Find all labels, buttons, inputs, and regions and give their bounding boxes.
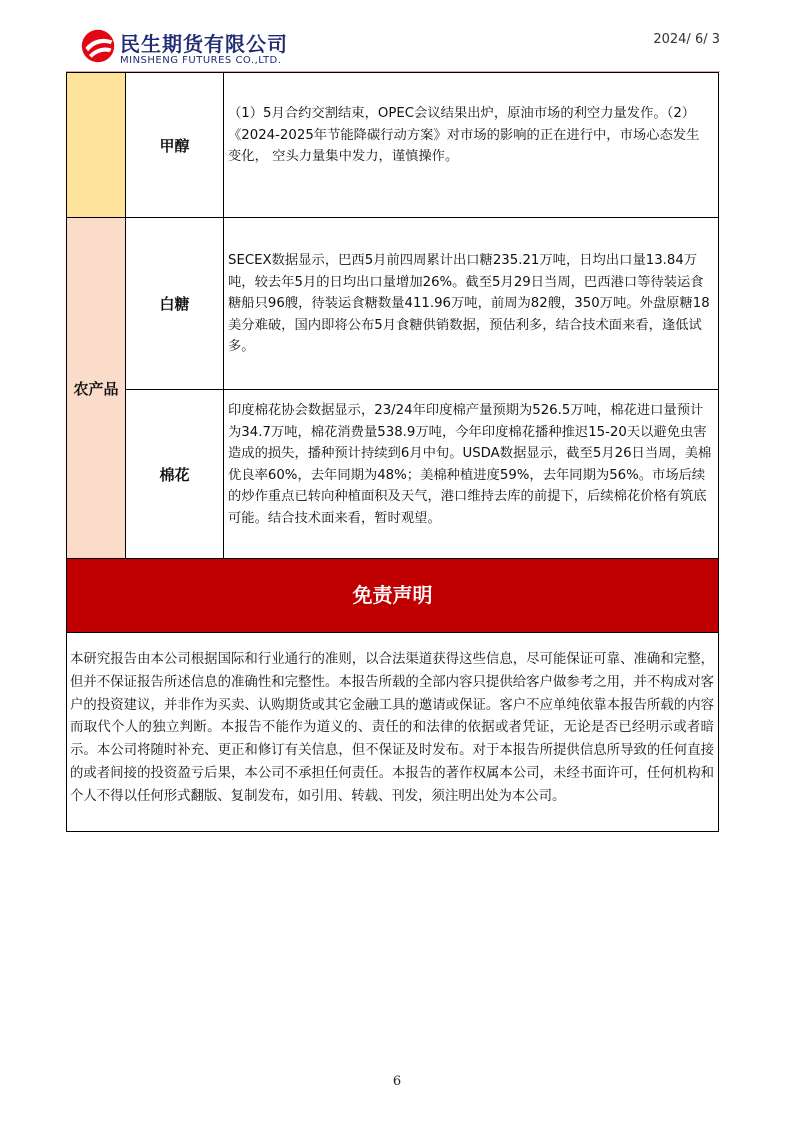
table-row [67, 390, 719, 559]
company-name-cn: 民生期货有限公司 [120, 32, 288, 56]
category-cell-agri: 农产品 [67, 218, 126, 559]
commodity-name: 甲醇 [126, 73, 224, 218]
commodity-name: 白糖 [126, 218, 224, 390]
comment-text: （1）5月合约交割结束，OPEC会议结果出炉，原油市场的利空力量发作。（2）《2024-2025年节能降碳行动方案》对市场的影响的正在进行中，市场心态发生变化， 空头力量集中发力，谨慎操作。 [228, 106, 700, 164]
company-name-en: MINSHENG FUTURES CO.,LTD. [120, 55, 282, 66]
minsheng-logo-icon [80, 28, 116, 64]
page-header [66, 24, 720, 72]
commodity-comment [224, 73, 719, 218]
table-row [67, 218, 719, 390]
comment-text: 印度棉花协会数据显示，23/24年印度棉产量预期为526.5万吨，棉花进口量预计为34.7万吨，棉花消费量538.9万吨，今年印度棉花播种推迟15-20天以避免虫害造成的损失，播种预计持续到6月中旬。USDA数据显示，截至5月26日当周，美棉优良率60%，去年同期为48%；美棉种植进度59%，去年同期为56%。市场后续的炒作重点已转向种植面积及天气，港口维持去库的前提下，后续棉花价格有筑底可能。结合技术面来看，暂时观望。 [228, 403, 712, 526]
commodity-comment [224, 218, 719, 390]
commodity-name: 棉花 [126, 390, 224, 559]
disclaimer-title: 免责声明 [66, 558, 719, 633]
table-row [67, 73, 719, 218]
commodity-comment [224, 390, 719, 559]
page-number: 6 [392, 1074, 402, 1089]
report-date: 2024/ 6/ 3 [653, 32, 720, 47]
disclaimer-text: 本研究报告由本公司根据国际和行业通行的准则，以合法渠道获得这些信息，尽可能保证可靠、准确和完整，但并不保证报告所述信息的准确性和完整性。本报告所载的全部内容只提供给客户做参考之用，并不构成对客户的投资建议，并非作为买卖、认购期货或其它金融工具的邀请或保证。客户不应单纯依靠本报告所载的内容而取代个人的独立判断。本报告不能作为道义的、责任的和法律的依据或者凭证，无论是否已经明示或者暗示。本公司将随时补充、更正和修订有关信息，但不保证及时发布。对于本报告所提供信息所导致的任何直接的或者间接的投资盈亏后果，本公司不承担任何责任。本报告的著作权属本公司，未经书面许可，任何机构和个人不得以任何形式翻版、复制发布，如引用、转载、刊发，须注明出处为本公司。 [66, 632, 719, 832]
comment-text: SECEX数据显示，巴西5月前四周累计出口糖235.21万吨，日均出口量13.84万吨，较去年5月的日均出口量增加26%。截至5月29日当周，巴西港口等待装运食糖船只96艘，待装运食糖数量411.96万吨，前周为82艘，350万吨。外盘原糖18美分难破，国内即将公布5月食糖供销数据，预估利多，结合技术面来看，逢低试多。 [228, 253, 710, 354]
category-cell-energy [67, 73, 126, 218]
commodity-table [66, 72, 719, 559]
